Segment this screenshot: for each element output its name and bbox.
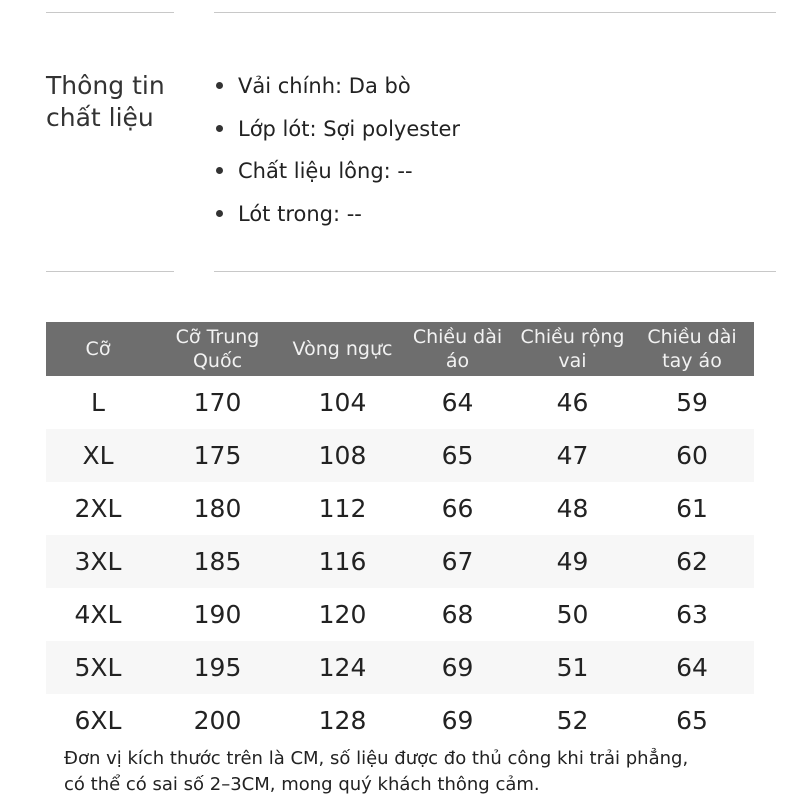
cell-size: 6XL (74, 706, 122, 735)
cell-sleeve: 64 (630, 641, 754, 694)
footnote-line-2: có thể có sai số 2–3CM, mong quý khách thông cảm. (64, 774, 540, 795)
material-heading: Thông tin chất liệu (46, 71, 165, 132)
top-divider-right (214, 12, 776, 13)
cell-sleeve: 65 (676, 706, 708, 735)
middle-divider-right (214, 271, 776, 272)
material-item-fur (214, 153, 460, 196)
bullet-icon (216, 125, 223, 132)
material-item-label: Lót trong: -- (238, 201, 362, 226)
cell-china-size: 175 (150, 429, 285, 482)
cell-china-size: 195 (150, 641, 285, 694)
material-item-main-fabric (214, 68, 460, 111)
cell-length: 68 (441, 600, 474, 629)
material-item-label: Lớp lót: Sợi polyester (238, 116, 460, 141)
cell-china-size: 190 (193, 600, 242, 629)
cell-sleeve: 60 (630, 429, 754, 482)
cell-china-size: 185 (150, 535, 285, 588)
size-footnote (64, 746, 764, 798)
material-item-lining (214, 111, 460, 154)
table-row (46, 535, 754, 588)
footnote-line-1: Đơn vị kích thước trên là CM, số liệu được đo thủ công khi trải phẳng, (64, 748, 689, 769)
header-size: Cỡ (46, 322, 150, 376)
cell-shoulder: 50 (556, 600, 589, 629)
material-item-label: Chất liệu lông: -- (238, 159, 413, 183)
cell-shoulder: 51 (515, 641, 630, 694)
cell-sleeve: 63 (676, 600, 708, 629)
material-item-inner-lining (214, 196, 460, 239)
cell-chest: 104 (318, 388, 367, 417)
cell-length: 69 (441, 706, 474, 735)
cell-shoulder: 49 (515, 535, 630, 588)
bullet-icon (216, 82, 223, 89)
cell-shoulder: 46 (556, 388, 589, 417)
bullet-icon (216, 210, 223, 217)
cell-size: 4XL (74, 600, 122, 629)
material-item-label: Vải chính: Da bò (238, 74, 411, 98)
header-length: Chiều dài áo (400, 322, 515, 376)
material-list (214, 68, 460, 238)
size-table (46, 322, 754, 747)
cell-length: 65 (400, 429, 515, 482)
cell-size: L (91, 388, 105, 417)
cell-chest: 112 (318, 494, 367, 523)
cell-sleeve: 59 (676, 388, 708, 417)
cell-chest: 120 (318, 600, 367, 629)
table-row (46, 482, 754, 535)
cell-length: 69 (400, 641, 515, 694)
cell-chest: 116 (285, 535, 400, 588)
cell-china-size: 180 (193, 494, 242, 523)
table-row (46, 429, 754, 482)
top-divider-left (46, 12, 174, 13)
cell-chest: 108 (285, 429, 400, 482)
cell-shoulder: 52 (556, 706, 589, 735)
cell-sleeve: 62 (630, 535, 754, 588)
table-row (46, 694, 754, 747)
cell-chest: 124 (285, 641, 400, 694)
table-row (46, 588, 754, 641)
middle-divider-left (46, 271, 174, 272)
cell-shoulder: 48 (556, 494, 589, 523)
cell-size: 5XL (46, 641, 150, 694)
cell-length: 66 (441, 494, 474, 523)
cell-sleeve: 61 (676, 494, 708, 523)
cell-china-size: 200 (193, 706, 242, 735)
cell-length: 64 (441, 388, 474, 417)
table-row (46, 376, 754, 429)
header-sleeve: Chiều dài tay áo (630, 322, 754, 376)
header-chest: Vòng ngực (285, 322, 400, 376)
cell-length: 67 (400, 535, 515, 588)
cell-size: 3XL (46, 535, 150, 588)
cell-chest: 128 (318, 706, 367, 735)
cell-china-size: 170 (193, 388, 242, 417)
header-china-size: Cỡ Trung Quốc (150, 322, 285, 376)
header-shoulder: Chiều rộng vai (515, 322, 630, 376)
bullet-icon (216, 167, 223, 174)
table-row (46, 641, 754, 694)
size-table-header-row (46, 322, 754, 376)
cell-shoulder: 47 (515, 429, 630, 482)
cell-size: 2XL (74, 494, 122, 523)
cell-size: XL (46, 429, 150, 482)
